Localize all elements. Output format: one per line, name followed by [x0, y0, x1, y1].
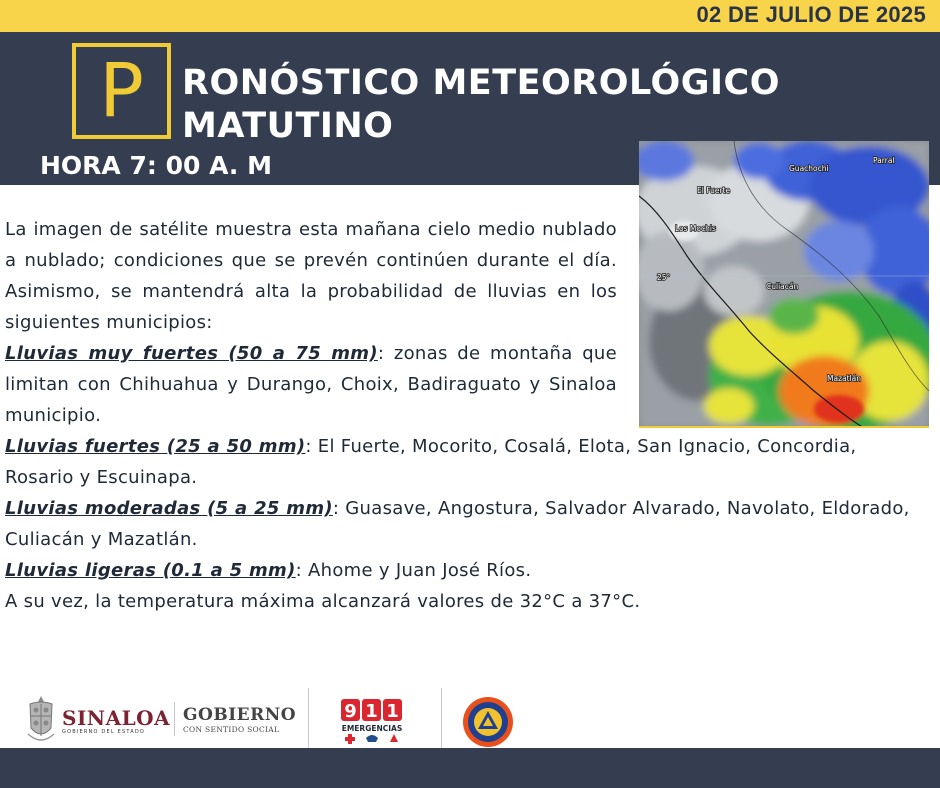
map-label-guachochi: Guachochi: [789, 164, 829, 173]
rain-category-text: : Ahome y Juan José Ríos.: [295, 560, 532, 581]
state-seal-icon: [26, 694, 56, 746]
rain-category-text: : El Fuerte, Mocorito, Cosalá, Elota, San Ignacio, Concordia, Rosario y Escuinapa.: [5, 436, 857, 488]
emergency-911-logo: [340, 698, 404, 744]
logos-footer: [0, 682, 940, 748]
page-title: [182, 62, 780, 148]
proteccion-civil-logo: [462, 696, 514, 748]
date-label: 02 DE JULIO DE 2025: [696, 2, 926, 27]
map-label-el-fuerte: El Fuerte: [697, 186, 731, 195]
map-label-parral: Parral: [873, 156, 895, 165]
divider: [441, 688, 442, 748]
rain-category-label: Lluvias ligeras (0.1 a 5 mm): [5, 560, 296, 581]
time-label: HORA 7: 00 A. M: [40, 151, 272, 180]
forecast-item: [5, 338, 617, 431]
forecast-item: [5, 493, 930, 555]
forecast-item: [5, 431, 930, 493]
e911-digit: 1: [365, 701, 378, 722]
title-initial: P: [99, 48, 144, 134]
map-label-mazatlan: Mazatlán: [827, 374, 861, 383]
divider: [174, 702, 175, 736]
title-line-2: MATUTINO: [182, 106, 394, 146]
forecast-body: [5, 214, 930, 617]
map-label-latitude: 25°: [657, 273, 671, 282]
title-initial-box: [72, 43, 171, 139]
rain-category-label: Lluvias moderadas (5 a 25 mm): [5, 498, 333, 519]
rain-category-text: : zonas de montaña que limitan con Chihuahua y Durango, Choix, Badiraguato y Sinaloa municipio.: [5, 343, 617, 426]
forecast-item: [5, 555, 930, 586]
rain-category-text: : Guasave, Angostura, Salvador Alvarado, Navolato, Eldorado, Culiacán y Mazatlán.: [5, 498, 910, 550]
forecast-intro: La imagen de satélite muestra esta mañana cielo medio nublado a nublado; condiciones que se prevén continúen durante el día. Asimismo, se mantendrá alta la probabilidad de lluvias en los siguientes municipios:: [5, 219, 617, 333]
gobierno-logo-text: GOBIERNO: [183, 705, 297, 725]
footer-bar: [0, 748, 940, 788]
map-label-los-mochis: Los Mochis: [675, 224, 716, 233]
divider: [308, 688, 309, 748]
sinaloa-logo-subtext: GOBIERNO DEL ESTADO: [62, 729, 146, 735]
fire-icon: [390, 734, 398, 742]
e911-label: EMERGENCIAS: [341, 724, 403, 733]
forecast-closing: A su vez, la temperatura máxima alcanzará valores de 32°C a 37°C.: [5, 591, 641, 612]
title-line-1: RONÓSTICO METEOROLÓGICO: [182, 63, 780, 103]
rain-category-label: Lluvias fuertes (25 a 50 mm): [5, 436, 306, 457]
e911-digit: 1: [386, 701, 399, 722]
red-cross-icon: [345, 734, 355, 744]
gobierno-logo-subtext: CON SENTIDO SOCIAL: [183, 725, 280, 734]
date-bar: [0, 0, 940, 32]
police-cap-icon: [366, 735, 378, 742]
rain-category-label: Lluvias muy fuertes (50 a 75 mm): [5, 343, 378, 364]
map-label-culiacan: Culiacán: [766, 282, 799, 291]
e911-digit: 9: [344, 701, 357, 722]
sinaloa-logo-text: SINALOA: [62, 706, 171, 730]
